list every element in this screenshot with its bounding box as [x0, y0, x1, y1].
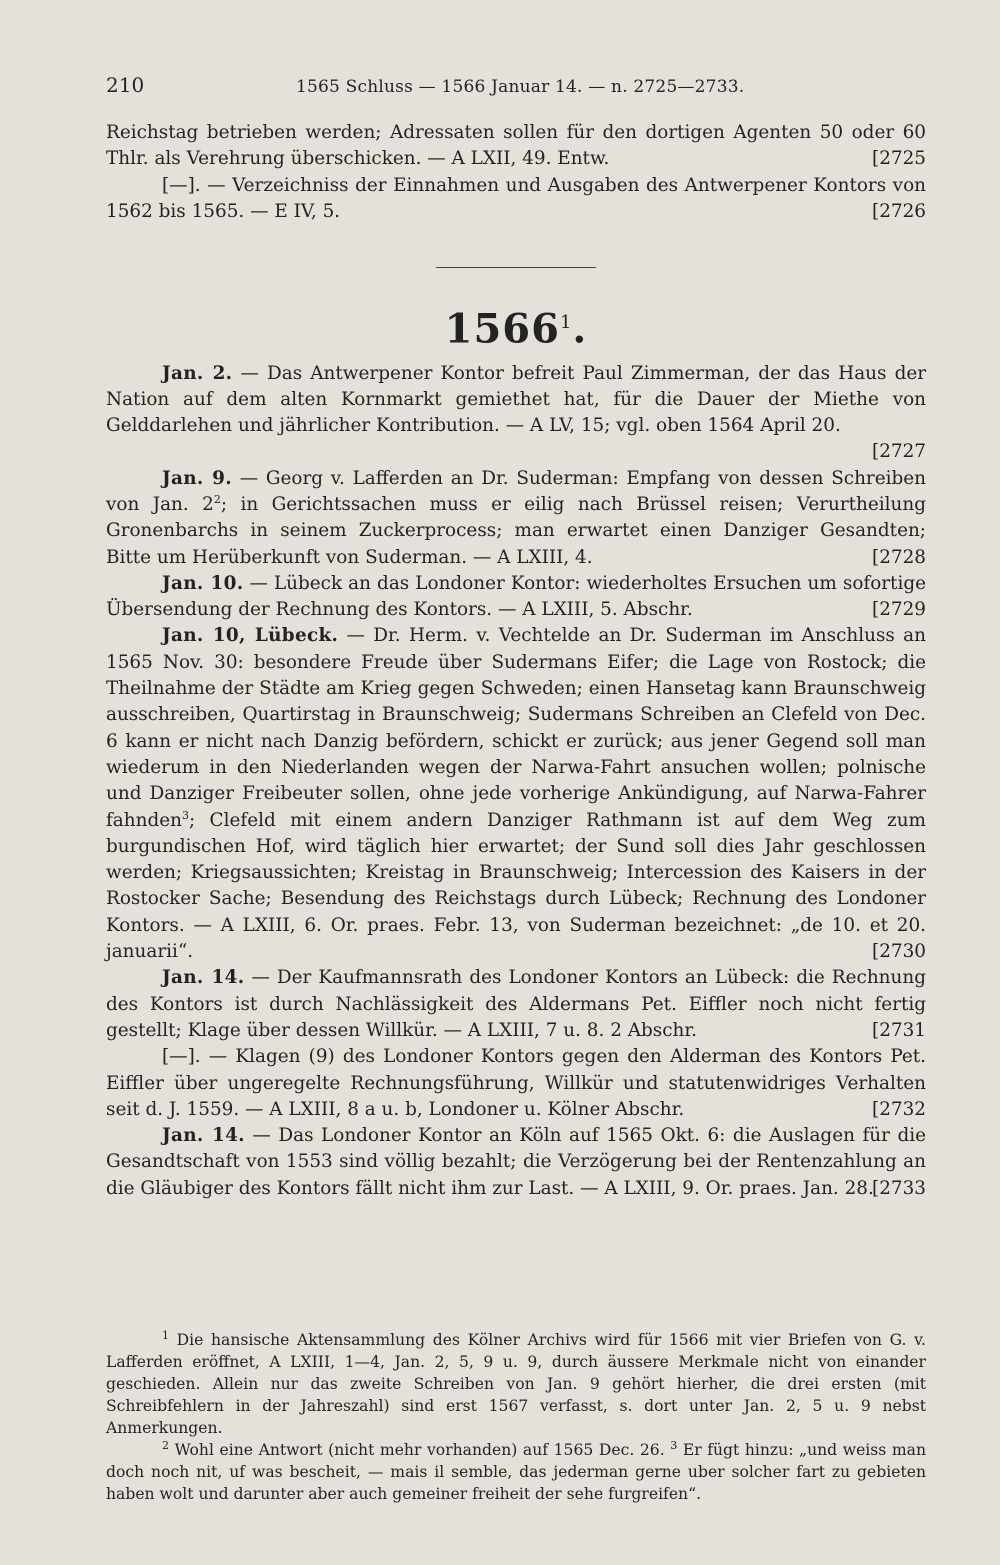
entry-text: ; in Gerichtssachen muss er eilig nach Brüssel reisen; Verurtheilung Gronenbarchs in seinem Zuckerprocess; man erwartet einen Danziger Gesandten; Bitte um Herüberkunft von Suderman. — A LXIII, 4.: [106, 494, 926, 568]
entry-2732: [106, 1044, 926, 1123]
year-dot: .: [572, 305, 588, 353]
entry-date: Jan. 10, Lübeck.: [162, 625, 339, 647]
entry-number: [2732: [872, 1098, 926, 1120]
body-text: [106, 120, 926, 1202]
footnote-2-3: [106, 1439, 926, 1505]
entry-2728: [106, 466, 926, 571]
entry-number: [2729: [872, 599, 926, 621]
entry-text: [—]. — Verzeichniss der Einnahmen und Ausgaben des Antwerpener Kontors von 1562 bis 1565. — E IV, 5.: [106, 174, 926, 222]
entry-date: Jan. 14.: [162, 967, 245, 989]
entry-number: [2733: [872, 1177, 926, 1199]
footnote-text: Wohl eine Antwort (nicht mehr vorhanden) auf 1565 Dec. 26.: [169, 1441, 665, 1459]
footnotes: [106, 1329, 926, 1505]
footnote-mark: 1: [162, 1328, 169, 1342]
entry-text: Reichstag betrieben werden; Adressaten sollen für den dortigen Agenten 50 oder 60 Thlr. als Verehrung überschicken. — A LXII, 49. Entw.: [106, 122, 926, 170]
entry-2733: [106, 1123, 926, 1202]
entry-number: [2731: [872, 1019, 926, 1041]
footnote-text: Er fügt hinzu: „und weiss man doch noch nit, uf was bescheit, — mais il semble, das jederman gerne uber solcher fart zu gebieten haben wolt und darunter aber auch gemeiner freiheit der sehe furgreifen“.: [106, 1441, 926, 1503]
entry-number: [2725: [872, 148, 926, 170]
page-number: 210: [106, 73, 145, 97]
entry-date: Jan. 14.: [162, 1125, 245, 1147]
entry-date: [—].: [162, 1046, 201, 1068]
entry-2729: [106, 571, 926, 624]
entry-2731: [106, 965, 926, 1044]
entry-number: [2730: [872, 941, 926, 963]
entry-2726: [106, 173, 926, 226]
entry-text: — Klagen (9) des Londoner Kontors gegen den Alderman des Kontors Pet. Eiffler über ungeregelte Rechnungsführung, Willkür und statutenwidriges Verhalten seit d. J. 1559. — A LXIII, 8 a u. b, Londoner u. Kölner Abschr.: [106, 1046, 926, 1120]
entry-number: [2728: [872, 546, 926, 568]
entry-text: — Lübeck an das Londoner Kontor: wiederholtes Ersuchen um sofortige Übersendung der Rechnung des Kontors. — A LXIII, 5. Abschr.: [106, 572, 926, 621]
year-heading: [106, 298, 926, 354]
entry-date: Jan. 10.: [162, 572, 244, 594]
entry-text: — Das Londoner Kontor an Köln auf 1565 Okt. 6: die Auslagen für die Gesandtschaft von 1553 sind völlig bezahlt; die Verzögerung bei der Rentenzahlung an die Gläubiger des Kontors fällt nicht ihm zur Last. — A LXIII, 9. Or. praes. Jan. 28.: [106, 1125, 926, 1199]
entry-text: ; Clefeld mit einem andern Danziger Rathmann ist auf dem Weg zum burgundischen Hof, wird täglich hier erwartet; der Sund soll dies Jahr geschlossen werden; Kriegsaussichten; Kreistag in Braunschweig; Intercession des Kaisers in der Rostocker Sache; Besendung des Reichstags durch Lübeck; Rechnung des Londoner Kontors. — A LXIII, 6. Or. praes. Febr. 13, von Suderman bezeichnet: „de 10. et 20. januarii“.: [106, 809, 926, 963]
section-divider: [436, 267, 596, 268]
entry-number: [2727: [872, 441, 926, 463]
footnote-text: Die hansische Aktensammlung des Kölner Archivs wird für 1566 mit vier Briefen von G. v. Lafferden eröffnet, A LXIII, 1—4, Jan. 2, 5, 9 u. 9, durch äussere Merkmale nicht von einander geschieden. Allein nur das zweite Schreiben von Jan. 9 gehört hierher, die drei ersten (mit Schreibfehlern in der Jahreszahl) sind erst 1567 verfasst, s. dort unter Jan. 2, 5 u. 9 nebst Anmerkungen.: [106, 1331, 926, 1437]
footnote-mark: 1: [559, 312, 573, 334]
entry-2727: [106, 361, 926, 440]
entry-text: — Der Kaufmannsrath des Londoner Kontors an Lübeck: die Rechnung des Kontors ist durch Nachlässigkeit des Aldermans Pet. Eiffler noch nicht fertig gestellt; Klage über dessen Willkür. — A LXIII, 7 u. 8. 2 Abschr.: [106, 967, 926, 1041]
entry-date: Jan. 9.: [162, 467, 232, 489]
entry-text: — Dr. Herm. v. Vechtelde an Dr. Suderman im Anschluss an 1565 Nov. 30: besondere Freude über Sudermans Eifer; die Lage von Rostock; die Theilnahme der Städte am Krieg gegen Schweden; einen Hansetag kann Braunschweig ausschreiben, Quartirstag in Braunschweig; Sudermans Schreiben an Clefeld von Dec. 6 kann er nicht nach Danzig befördern, schickt er zurück; aus jener Gegend soll man wiederum in den Niederlanden wegen der Narwa-Fahrt ansuchen wollen; polnische und Danziger Freibeuter sollen, ohne jede vorherige Ankündigung, auf Narwa-Fahrer fahnden: [106, 625, 926, 831]
entry-2730: [106, 623, 926, 965]
entry-text: — Georg v. Lafferden an Dr. Suderman: Empfang von dessen Schreiben von Jan. 2: [106, 467, 926, 515]
footnote-mark: 3: [670, 1438, 678, 1452]
footnote-mark: 2: [213, 492, 221, 506]
entry-date: Jan. 2.: [162, 362, 233, 384]
entry-text: — Das Antwerpener Kontor befreit Paul Zimmerman, der das Haus der Nation auf dem alten Kornmarkt gemiethet hat, für die Dauer der Miethe von Gelddarlehen und jährlicher Kontribution. — A LV, 15; vgl. oben 1564 April 20.: [106, 362, 927, 437]
running-title: 1565 Schluss — 1566 Januar 14. — n. 2725—2733.: [296, 77, 745, 97]
footnote-1: [106, 1329, 926, 1439]
footnote-mark: 3: [181, 808, 189, 822]
entry-number: [2726: [872, 200, 926, 222]
year-label: 1566: [444, 305, 560, 353]
footnote-mark: 2: [162, 1438, 169, 1452]
entry-2725: [106, 120, 926, 173]
